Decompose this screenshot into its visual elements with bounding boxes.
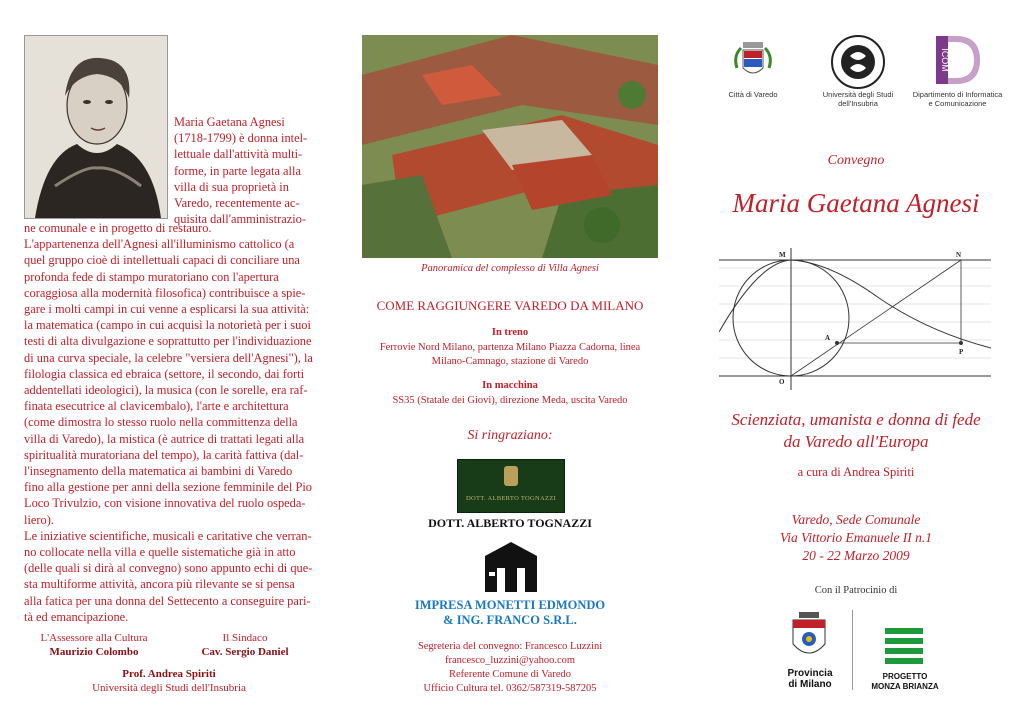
varedo-crest-icon	[731, 38, 775, 86]
body-line: quel gruppo cioè di intellettuali capaci di conciliare una	[24, 253, 300, 268]
body-line: fino alla gestione per anni della sezione femminile del Pio	[24, 480, 312, 495]
car-title: In macchina	[482, 380, 538, 391]
assessore-name: Maurizio Colombo	[49, 646, 139, 658]
car-text: SS35 (Statale dei Giovi), direzione Meda, uscita Varedo	[392, 395, 628, 406]
sindaco-role: Il Sindaco	[222, 632, 268, 644]
intro-line: villa di sua proprietà in	[174, 179, 289, 194]
icom-label	[905, 90, 1010, 108]
provincia-line1: Provincia	[787, 668, 833, 679]
train-text-2: Milano-Camnago, stazione di Varedo	[431, 356, 589, 367]
body-line: tà ed emancipazione.	[24, 609, 129, 624]
body-line: L'appartenenza dell'Agnesi all'illuminismo cattolico (a	[24, 237, 295, 252]
intro-line: (1718-1799) è donna intel-	[174, 131, 308, 146]
sponsor1-name: DOTT. ALBERTO TOGNAZZI	[428, 516, 592, 530]
label-A: A	[825, 334, 831, 342]
train-title: In treno	[491, 327, 529, 338]
contact-email[interactable]: francesco_luzzini@yahoo.com	[444, 655, 576, 666]
body-line: coraggiosa alla modernità filosofica) contribuisce a spie-	[24, 285, 306, 300]
professor-affiliation: Università degli Studi dell'Insubria	[92, 682, 246, 694]
body-line: (delle quali si dirà al convegno) sono appunto echi di que-	[24, 561, 313, 576]
provincia-crest-icon	[789, 612, 829, 664]
body-line: la matematica (campo in cui acquisì la notorietà per i suoi	[24, 318, 311, 333]
icom-letters: ICOM	[940, 48, 950, 72]
divider	[852, 610, 853, 690]
icom-logo	[932, 34, 982, 86]
body-line: villa di Varedo), la mistica (è autrice di trattati legati alla	[24, 431, 305, 446]
provincia-label	[770, 668, 850, 690]
intro-line: forme, in parte legata alla	[174, 163, 301, 178]
contact-phone: Ufficio Cultura tel. 0362/587319-587205	[423, 683, 597, 694]
icom-label-line2: e Comunicazione	[928, 99, 987, 108]
agnesi-curve-diagram	[719, 248, 991, 390]
body-line: addentellati ideologici), la musica (con le sorelle, era raf-	[24, 383, 308, 398]
body-line: gare i molti campi in cui venne a esplicarsi la sua attività:	[24, 302, 310, 317]
body-line: (come dimostra lo stesso ruolo nella committenza della	[24, 415, 298, 430]
intro-line: Varedo, recentemente ac-	[174, 196, 300, 211]
progetto-label	[862, 672, 948, 692]
venue-line1: Varedo, Sede Comunale	[791, 512, 921, 527]
body-line: l'insegnamento della matematica ai bambini di Varedo	[24, 464, 293, 479]
icom-label-line1: Dipartimento di Informatica	[912, 90, 1003, 99]
body-line: sta multiforme attività, ancora più rilevante se si pensa	[24, 577, 295, 592]
progetto-line2: MONZA BRIANZA	[871, 682, 939, 691]
villa-aerial-photo	[362, 35, 658, 258]
body-line: Le iniziative scientifiche, musicali e caritative che verran-	[24, 528, 312, 543]
subtitle-line2: da Varedo all'Europa	[783, 432, 929, 451]
intro-line: Maria Gaetana Agnesi	[174, 115, 285, 129]
insubria-label-line1: Università degli Studi	[822, 90, 894, 99]
body-line: ne comunale e in progetto di restauro.	[24, 221, 212, 235]
directions-title: COME RAGGIUNGERE VAREDO DA MILANO	[376, 298, 644, 313]
agnesi-portrait	[24, 35, 168, 219]
label-N: N	[956, 251, 962, 259]
train-text-1: Ferrovie Nord Milano, partenza Milano Piazza Cadorna, linea	[379, 342, 641, 353]
body-line: filologia classica ed ebraica (settore, il secondo, dai forti	[24, 366, 305, 381]
label-M: M	[779, 251, 786, 259]
professor-name: Prof. Andrea Spiriti	[122, 668, 216, 680]
body-line: Loco Trivulzio, con visione innovativa del ruolo ospeda-	[24, 496, 306, 511]
provincia-line2: di Milano	[788, 679, 832, 690]
insubria-seal-icon	[830, 34, 886, 90]
curator: a cura di Andrea Spiriti	[797, 465, 915, 479]
sponsor2-line2: & ING. FRANCO S.R.L.	[443, 613, 577, 627]
assessore-role: L'Assessore alla Cultura	[40, 632, 148, 644]
body-line: finata esecutrice al clavicembalo), l'arte e architettura	[24, 399, 289, 414]
intro-line: lettuale dall'attività multi-	[174, 147, 303, 162]
body-line: di una curva speciale, la celebre "versiera dell'Agnesi"), la	[24, 350, 313, 365]
contact-line: Referente Comune di Varedo	[449, 669, 571, 680]
body-line: alla fatica per una donna del Settecento a conseguire pari-	[24, 593, 311, 608]
tognazzi-logo-text: DOTT. ALBERTO TOGNAZZI	[465, 495, 557, 502]
body-text	[24, 220, 314, 625]
varedo-label: Città di Varedo	[728, 90, 778, 99]
monetti-logo	[485, 542, 537, 592]
label-O: O	[779, 378, 785, 386]
photo-caption: Panoramica del complesso di Villa Agnesi	[421, 263, 599, 274]
sindaco-name: Cav. Sergio Daniel	[201, 646, 289, 658]
sponsor2-line1: IMPRESA MONETTI EDMONDO	[414, 598, 606, 612]
subtitle-line1: Scienziata, umanista e donna di fede	[731, 410, 981, 429]
label-P: P	[959, 348, 964, 356]
body-line: liero).	[24, 512, 54, 527]
insubria-label-line2: dell'Insubria	[838, 99, 878, 108]
progetto-stripes-icon	[885, 628, 923, 664]
body-line: profonda fede di stampo muratoriano con l'apertura	[24, 269, 279, 284]
contact-line: Segreteria del convegno: Francesco Luzzini	[417, 641, 603, 652]
event-title: Maria Gaetana Agnesi	[732, 188, 980, 218]
event-dates: 20 - 22 Marzo 2009	[802, 548, 910, 563]
body-line: spiritualità muratoriana del tempo), la carità fattiva (dal-	[24, 447, 304, 462]
patronage-label: Con il Patrocinio di	[814, 585, 898, 596]
body-line: no collocate nella villa e quelle sistematiche già in atto	[24, 545, 296, 560]
intro-text	[174, 114, 314, 227]
intro-line: quisita dall'amministrazio-	[174, 212, 306, 227]
progetto-line1: PROGETTO	[882, 672, 928, 681]
crest-icon	[504, 466, 518, 486]
tognazzi-logo	[457, 459, 565, 513]
convegno-label: Convegno	[827, 153, 885, 168]
thanks-heading: Si ringraziano:	[467, 428, 553, 443]
venue-line2: Via Vittorio Emanuele II n.1	[779, 530, 933, 545]
insubria-label	[815, 90, 901, 108]
body-line: testi di alta divulgazione e soprattutto per l'individuazione	[24, 334, 312, 349]
